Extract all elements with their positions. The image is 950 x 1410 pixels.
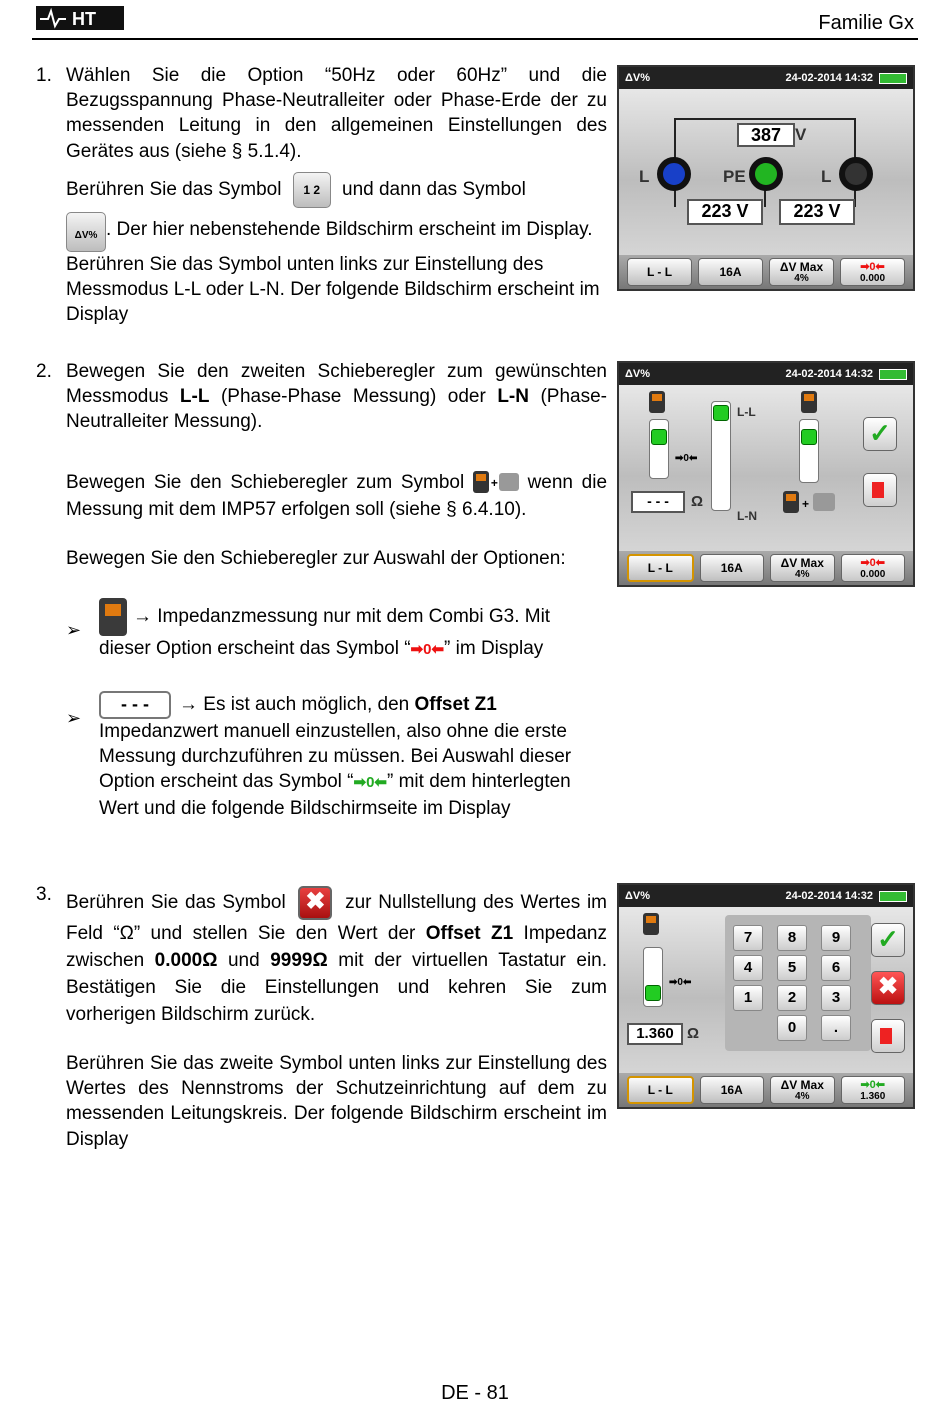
dv-max-button[interactable]: ΔV Max 4% [770,1076,835,1104]
step1-paragraph-1: Wählen Sie die Option “50Hz oder 60Hz” und die Bezugsspannung Phase-Neutralleiter oder Phase-Erde der zu messenden Leitung in den allgemeinen Einstellungen des Gerätes aus (siehe § 5.1.4). [66,65,607,162]
device-slider-knob[interactable] [801,429,817,445]
current-button[interactable]: 16A [698,258,763,286]
key-3[interactable]: 3 [821,985,851,1011]
mode-slider-knob[interactable] [713,405,729,421]
terminal-l2 [839,157,873,191]
battery-icon [879,73,907,84]
imp57-icon: + [473,469,519,497]
voltage-ll-box: 387 [737,123,795,147]
key-dot[interactable]: . [821,1015,851,1041]
option-manual-offset: - - - → Es ist auch möglich, den Offset Z1 Impedanzwert manuell einzustellen, also ohne die erste Messung durchzuführen zu müssen. Bei Auswahl dieser Option erscheint das Symbol “➡0⬅” mit dem hinterlegten Wert und die folgende Bildschirmseite im Display [99,691,607,821]
mode-button[interactable]: L - L [627,1076,694,1104]
step1-text-c: . Der hier nebenstehende Bildschirm erscheint im Display. Berühren Sie das Symbol unten links zur Einstellung des Messmodus L-L oder L-N. Der folgende Bildschirm erscheint im Display [66,219,600,326]
combi-g3-icon [99,598,127,636]
offset-button[interactable]: ➡0⬅ 1.360 [841,1076,906,1104]
step-number-1: 1. [36,65,52,86]
datetime: 24-02-2014 14:32 [785,72,873,84]
exit-icon[interactable] [863,473,897,507]
key-1[interactable]: 1 [733,985,763,1011]
key-0[interactable]: 0 [777,1015,807,1041]
step1-text-b: und dann das Symbol [342,179,526,201]
option-slider-knob[interactable] [645,985,661,1001]
current-button[interactable]: 16A [700,1076,765,1104]
key-9[interactable]: 9 [821,925,851,951]
dv-max-button[interactable]: ΔV Max 4% [769,258,834,286]
ht-logo [36,6,124,30]
current-button[interactable]: 16A [700,554,765,582]
terminal-l1 [657,157,691,191]
step-number-3: 3. [36,884,52,905]
green-zero-arrow-icon: ➡0⬅ [353,774,387,792]
red-zero-arrow-icon: ➡0⬅ [410,641,445,658]
settings-options-icon: 1 2 [293,172,331,208]
offset-field-icon: - - - [99,691,171,719]
screen-voltage-drop-main: ΔV% 24-02-2014 14:32 387 V L PE L 223 V 223 V L - L 16A ΔV Max 4% ➡0⬅ 0.000 [617,65,915,291]
step-number-2: 2. [36,361,52,382]
confirm-check-icon[interactable]: ✓ [871,923,905,957]
exit-icon[interactable] [871,1019,905,1053]
mode-button[interactable]: L - L [627,258,692,286]
voltage-right-box: 223 V [779,199,855,225]
step3-paragraph-1: Berühren Sie das Symbol ✖ zur Nullstellung des Wertes im Feld “Ω” und stellen Sie den Wert der Offset Z1 Impedanz zwischen 0.000Ω und 9999Ω mit der virtuellen Tastatur ein. Bestätigen Sie die Einstellungen und kehren Sie zum vorherigen Bildschirm zurück. [66,888,608,1025]
confirm-check-icon[interactable]: ✓ [863,417,897,451]
option-combi-g3: → Impedanzmessung nur mit dem Combi G3. Mit dieser Option erscheint das Symbol “➡0⬅” im Display [99,598,607,662]
offset-button[interactable]: ➡0⬅ 0.000 [841,554,906,582]
dv-max-button[interactable]: ΔV Max 4% [770,554,835,582]
step1-paragraph-2 [66,172,607,328]
header-divider [32,38,918,40]
mode-button[interactable]: L - L [627,554,694,582]
screen-mode-settings: ΔV% 24-02-2014 14:32 ➡0⬅ - - - Ω L-L L-N + ✓ L - L 16A ΔV Max 4% ➡0⬅ 0.000 [617,361,915,587]
bullet-marker: ➢ [66,708,82,728]
key-5[interactable]: 5 [777,955,807,981]
voltage-drop-icon: ΔV% [66,212,106,252]
step2-paragraph-1: Bewegen Sie den zweiten Schieberegler zum gewünschten Messmodus L-L (Phase-Phase Messung) oder L-N (Phase-Neutralleiter Messung). [66,361,607,433]
key-2[interactable]: 2 [777,985,807,1011]
screen-offset-keypad: ΔV% 24-02-2014 14:32 ➡0⬅ 1.360 Ω 7 8 9 4 5 6 1 2 3 0 . ✓ ✖ L - L 16A ΔV Max 4% ➡0⬅ 1.360 [617,883,915,1109]
dv-icon: ΔV% [625,72,651,84]
page-number: DE - 81 [441,1382,509,1404]
step2-paragraph-3: Bewegen Sie den Schieberegler zur Auswahl der Optionen: [66,548,566,569]
omega-field[interactable]: - - - [631,491,685,513]
offset-button[interactable]: ➡0⬅ 0.000 [840,258,905,286]
key-4[interactable]: 4 [733,955,763,981]
key-7[interactable]: 7 [733,925,763,951]
terminal-pe [749,157,783,191]
voltage-left-box: 223 V [687,199,763,225]
logo-text: HT [72,9,96,29]
step3-paragraph-2: Berühren Sie das zweite Symbol unten links zur Einstellung des Wertes des Nennstroms der Schutzeinrichtung auf dem zu messenden Leitungskreis. Der folgende Bildschirm erscheint im Display [66,1053,607,1150]
reset-x-icon: ✖ [298,886,332,920]
bullet-marker: ➢ [66,620,82,640]
option-slider-knob[interactable] [651,429,667,445]
option-slider-track[interactable] [649,419,669,479]
step2-paragraph-2: Bewegen Sie den Schieberegler zum Symbol + wenn die Messung mit dem IMP57 erfolgen soll (siehe § 6.4.10). [66,469,607,522]
imp57-icon [813,493,835,511]
step1-text-a: Berühren Sie das Symbol [66,179,282,201]
reset-x-icon[interactable]: ✖ [871,971,905,1005]
key-6[interactable]: 6 [821,955,851,981]
key-8[interactable]: 8 [777,925,807,951]
omega-field[interactable]: 1.360 [627,1023,683,1045]
document-family: Familie Gx [818,12,914,34]
